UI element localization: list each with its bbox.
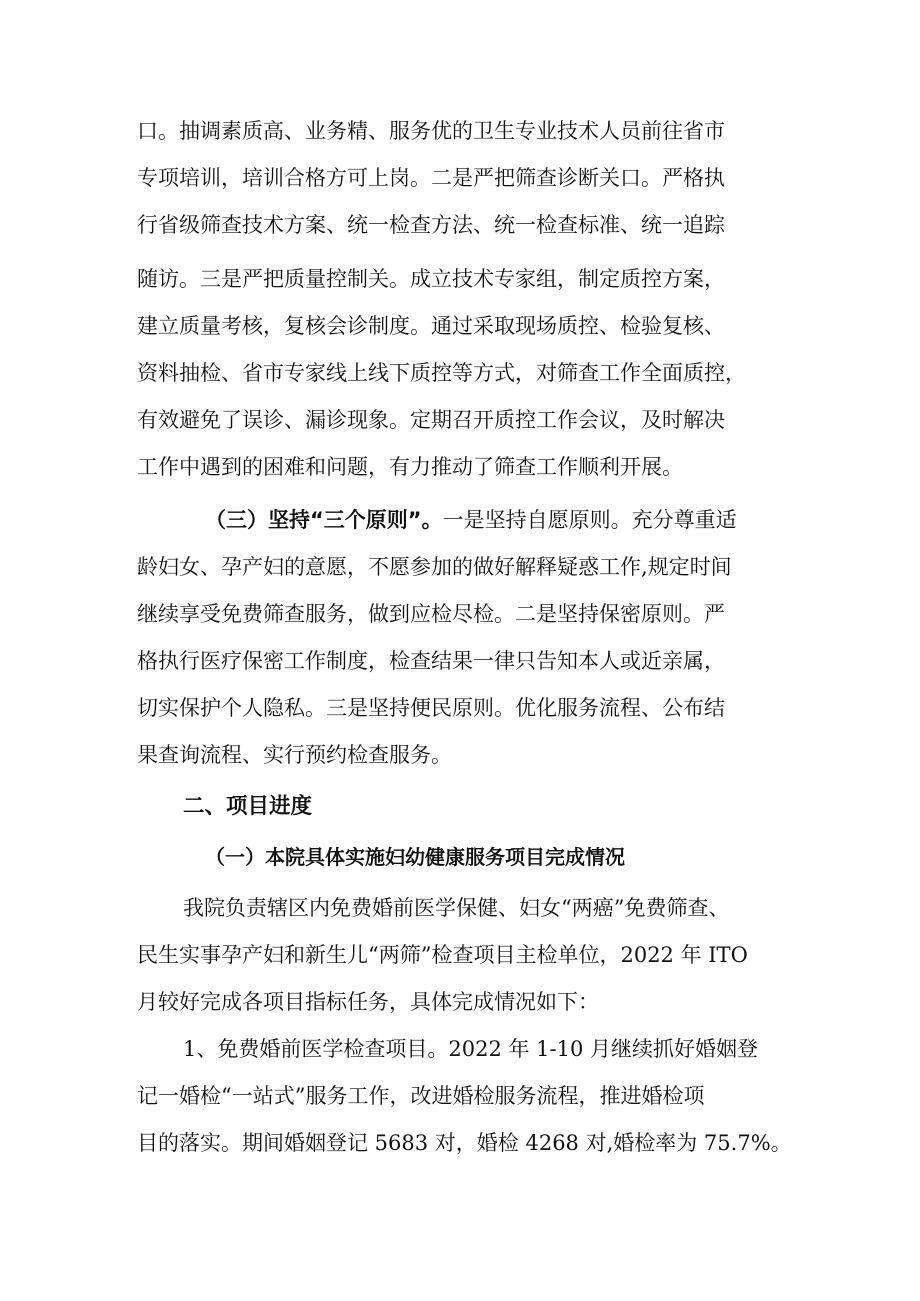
paragraph-2-line-6: 果查询流程、实行预约检查服务。 [137,743,452,767]
paragraph-3-line-1: 我院负责辖区内免费婚前医学保健、妇女“两癌”免费筛查、 [183,896,730,920]
paragraph-2-line-4: 格执行医疗保密工作制度，检查结果一律只告知本人或近亲属， [137,649,725,673]
paragraph-2-line-5: 切实保护个人隐私。三是坚持便民原则。优化服务流程、公布结 [137,696,725,720]
paragraph-4-line-1: 1、免费婚前医学检查项目。2022 年 1-10 月继续抓好婚姻登 [183,1037,759,1061]
paragraph-2-lead-text: 一是坚持自愿原则。充分尊重适 [442,508,737,532]
paragraph-1-line-3: 行省级筛查技术方案、统一检查方法、统一检查标准、统一追踪 [137,213,725,237]
paragraph-2-line-3: 继续享受免费筛查服务，做到应检尽检。二是坚持保密原则。严 [137,602,725,626]
paragraph-1-line-8: 工作中遇到的困难和问题，有力推动了筛查工作顺利开展。 [137,455,683,479]
paragraph-1-line-6: 资料抽检、省市专家线上线下质控等方式，对筛查工作全面质控， [137,361,746,385]
paragraph-3-line-3: 月较好完成各项目指标任务，具体完成情况如下： [137,990,599,1014]
section-heading: 二、项目进度 [183,794,313,819]
paragraph-1-line-5: 建立质量考核，复核会诊制度。通过采取现场质控、检验复核、 [137,314,725,338]
paragraph-1-line-4: 随访。三是严把质量控制关。成立技术专家组，制定质控方案， [137,267,725,291]
paragraph-2-line-2: 龄妇女、孕产妇的意愿，不愿参加的做好解释疑惑工作,规定时间 [137,555,732,579]
paragraph-1-line-7: 有效避免了误诊、漏诊现象。定期召开质控工作会议，及时解决 [137,408,725,432]
paragraph-1-line-1: 口。抽调素质高、业务精、服务优的卫生专业技术人员前往省市 [137,119,725,143]
subsection-heading: （一）本院具体实施妇幼健康服务项目完成情况 [205,845,625,869]
paragraph-4-line-3: 目的落实。期间婚姻登记 5683 对，婚检 4268 对,婚检率为 75.7%。 [137,1131,792,1155]
paragraph-1-line-2: 专项培训，培训合格方可上岗。二是严把筛查诊断关口。严格执 [137,166,725,190]
paragraph-2-lead-heading: （三）坚持“三个原则”。 [205,508,443,532]
paragraph-3-line-2: 民生实事孕产妇和新生儿“两筛”检查项目主检单位，2022 年 ITO [137,943,748,967]
paragraph-2-line-1 [205,505,805,535]
paragraph-4-line-2: 记一婚检“一站式”服务工作，改进婚检服务流程，推进婚检项 [137,1084,705,1108]
